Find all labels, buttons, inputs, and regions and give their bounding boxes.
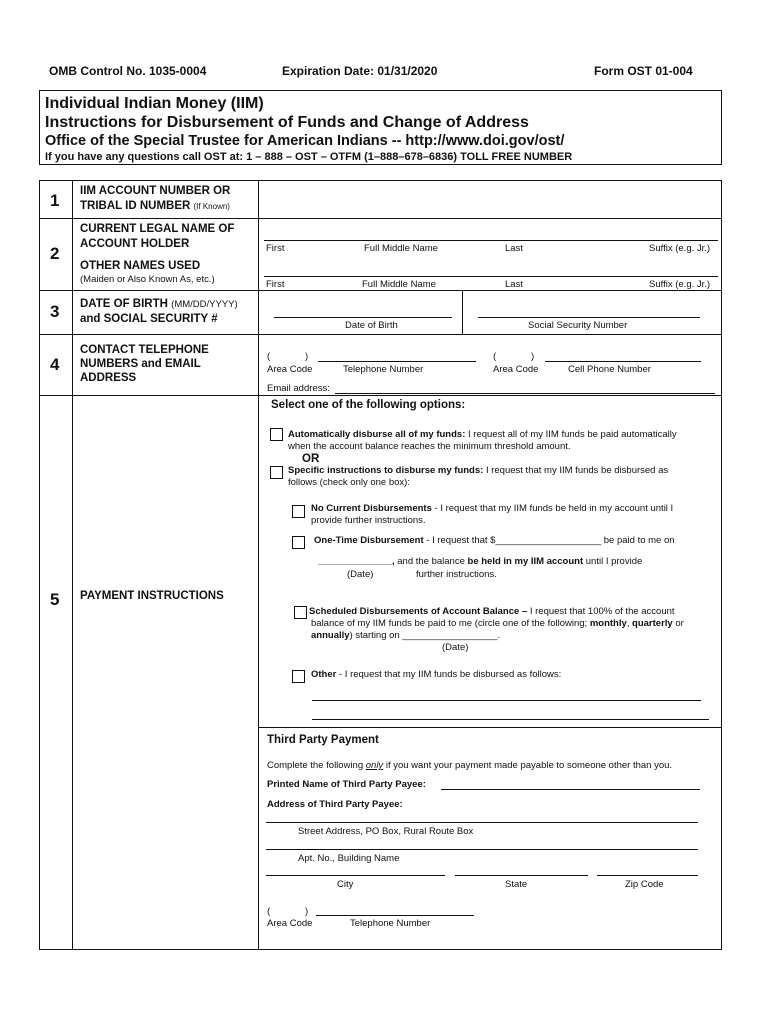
dob-caption: Date of Birth bbox=[345, 320, 398, 331]
section-1-label-b: TRIBAL ID NUMBER (If Known) bbox=[80, 200, 230, 212]
scheduled-text-2: balance of my IIM funds be paid to me (circle one of the following; monthly, quarterly or bbox=[311, 618, 684, 629]
ssn-input[interactable] bbox=[478, 317, 700, 318]
one-time-date-caption: (Date) bbox=[347, 569, 374, 580]
cell-paren-open: ( bbox=[493, 351, 497, 362]
other-first-caption: First bbox=[266, 279, 285, 290]
email-caption: Email address: bbox=[267, 383, 330, 394]
tp-phone-caption: Telephone Number bbox=[350, 918, 431, 929]
one-time-disbursement-checkbox[interactable] bbox=[292, 536, 305, 549]
one-time-further: further instructions. bbox=[416, 569, 497, 580]
one-time-text-2: ______________, and the balance be held in my IIM account until I provide bbox=[318, 556, 643, 567]
current-name-input[interactable] bbox=[264, 240, 718, 241]
third-party-phone-input[interactable] bbox=[316, 915, 474, 916]
state-caption: State bbox=[505, 879, 528, 890]
apt-input[interactable] bbox=[266, 849, 698, 850]
phone-paren-close: ) bbox=[305, 351, 309, 362]
third-party-heading: Third Party Payment bbox=[267, 734, 379, 746]
one-time-text: One-Time Disbursement - I request that $____________________ be paid to me on bbox=[314, 535, 675, 546]
current-first-caption: First bbox=[266, 243, 285, 254]
specific-text-2: follows (check only one box): bbox=[288, 477, 410, 488]
other-instructions-line-1[interactable] bbox=[312, 700, 701, 701]
specific-instructions-checkbox[interactable] bbox=[270, 466, 283, 479]
section-3-label-b: and SOCIAL SECURITY # bbox=[80, 313, 218, 325]
other-names-input[interactable] bbox=[264, 276, 718, 277]
scheduled-date-caption: (Date) bbox=[442, 642, 469, 653]
section-2-label-b: ACCOUNT HOLDER bbox=[80, 238, 190, 250]
auto-disburse-text: Automatically disburse all of my funds: I request all of my IIM funds be paid automatically bbox=[288, 429, 677, 440]
other-text: Other - I request that my IIM funds be disbursed as follows: bbox=[311, 669, 562, 680]
tp-area-caption: Area Code bbox=[267, 918, 313, 929]
section-2-label-a: CURRENT LEGAL NAME OF bbox=[80, 223, 235, 235]
current-suffix-caption: Suffix (e.g. Jr.) bbox=[649, 243, 711, 254]
expiration-date: Expiration Date: 01/31/2020 bbox=[282, 64, 438, 78]
zip-input[interactable] bbox=[597, 875, 698, 876]
section-2-other-a: OTHER NAMES USED bbox=[80, 260, 201, 272]
scheduled-disbursements-checkbox[interactable] bbox=[294, 606, 307, 619]
section-4-label-a: CONTACT TELEPHONE bbox=[80, 344, 209, 356]
cell-caption: Cell Phone Number bbox=[568, 364, 651, 375]
auto-disburse-checkbox[interactable] bbox=[270, 428, 283, 441]
cell-area-caption: Area Code bbox=[493, 364, 539, 375]
section-4-number: 4 bbox=[50, 355, 60, 374]
section-5-number: 5 bbox=[50, 590, 60, 609]
section-5-label: PAYMENT INSTRUCTIONS bbox=[80, 590, 224, 602]
date-of-birth-input[interactable] bbox=[274, 317, 452, 318]
phone-area-caption: Area Code bbox=[267, 364, 313, 375]
printed-name-label: Printed Name of Third Party Payee: bbox=[267, 779, 426, 790]
title-phone: If you have any questions call OST at: 1 – 888 – OST – OTFM (1–888–678–6836) TOLL FREE NUMBER bbox=[45, 151, 573, 163]
section-3-label-a: DATE OF BIRTH (MM/DD/YYYY) bbox=[80, 298, 238, 310]
specific-text: Specific instructions to disburse my funds: I request that my IIM funds be disbursed as bbox=[288, 465, 669, 476]
apt-caption: Apt. No., Building Name bbox=[298, 853, 400, 864]
phone-paren-open: ( bbox=[267, 351, 271, 362]
tp-paren-open: ( bbox=[267, 906, 271, 917]
other-instructions-line-2[interactable] bbox=[312, 719, 709, 720]
scheduled-text-3: annually) starting on __________________. bbox=[311, 630, 501, 641]
state-input[interactable] bbox=[455, 875, 588, 876]
scheduled-text: Scheduled Disbursements of Account Balance – I request that 100% of the account bbox=[309, 606, 675, 617]
city-input[interactable] bbox=[266, 875, 445, 876]
other-disbursement-checkbox[interactable] bbox=[292, 670, 305, 683]
other-middle-caption: Full Middle Name bbox=[362, 279, 436, 290]
zip-caption: Zip Code bbox=[625, 879, 664, 890]
email-input[interactable] bbox=[335, 393, 715, 394]
section-4-label-b: NUMBERS and EMAIL bbox=[80, 358, 201, 370]
current-middle-caption: Full Middle Name bbox=[364, 243, 438, 254]
street-caption: Street Address, PO Box, Rural Route Box bbox=[298, 826, 474, 837]
other-suffix-caption: Suffix (e.g. Jr.) bbox=[649, 279, 711, 290]
cell-phone-input[interactable] bbox=[545, 361, 701, 362]
select-options-heading: Select one of the following options: bbox=[271, 399, 466, 411]
third-party-address-label: Address of Third Party Payee: bbox=[267, 799, 403, 810]
section-1-label-a: IIM ACCOUNT NUMBER OR bbox=[80, 185, 231, 197]
omb-control-number: OMB Control No. 1035-0004 bbox=[49, 64, 207, 78]
section-1-number: 1 bbox=[50, 191, 60, 210]
phone-caption: Telephone Number bbox=[343, 364, 424, 375]
third-party-name-input[interactable] bbox=[441, 789, 700, 790]
city-caption: City bbox=[337, 879, 354, 890]
no-current-disbursements-checkbox[interactable] bbox=[292, 505, 305, 518]
no-current-text-2: provide further instructions. bbox=[311, 515, 426, 526]
other-last-caption: Last bbox=[505, 279, 523, 290]
telephone-input[interactable] bbox=[318, 361, 476, 362]
form-number: Form OST 01-004 bbox=[594, 64, 693, 78]
section-4-label-c: ADDRESS bbox=[80, 372, 137, 384]
section-2-number: 2 bbox=[50, 244, 60, 263]
account-number-input[interactable] bbox=[262, 186, 718, 214]
section-2-other-b: (Maiden or Also Known As, etc.) bbox=[80, 274, 215, 285]
street-address-input[interactable] bbox=[266, 822, 698, 823]
cell-paren-close: ) bbox=[531, 351, 535, 362]
no-current-text: No Current Disbursements - I request that my IIM funds be held in my account until I bbox=[311, 503, 674, 514]
title-instructions: Instructions for Disbursement of Funds and Change of Address bbox=[45, 114, 529, 131]
title-iim: Individual Indian Money (IIM) bbox=[45, 95, 264, 112]
auto-disburse-text-2: when the account balance reaches the minimum threshold amount. bbox=[288, 441, 571, 452]
section-3-number: 3 bbox=[50, 302, 60, 321]
ssn-caption: Social Security Number bbox=[528, 320, 628, 331]
tp-paren-close: ) bbox=[305, 906, 309, 917]
current-last-caption: Last bbox=[505, 243, 523, 254]
or-label: OR bbox=[302, 453, 320, 465]
title-office: Office of the Special Trustee for American Indians -- http://www.doi.gov/ost/ bbox=[45, 133, 565, 149]
third-party-instructions: Complete the following only if you want your payment made payable to someone other than you. bbox=[267, 760, 673, 771]
